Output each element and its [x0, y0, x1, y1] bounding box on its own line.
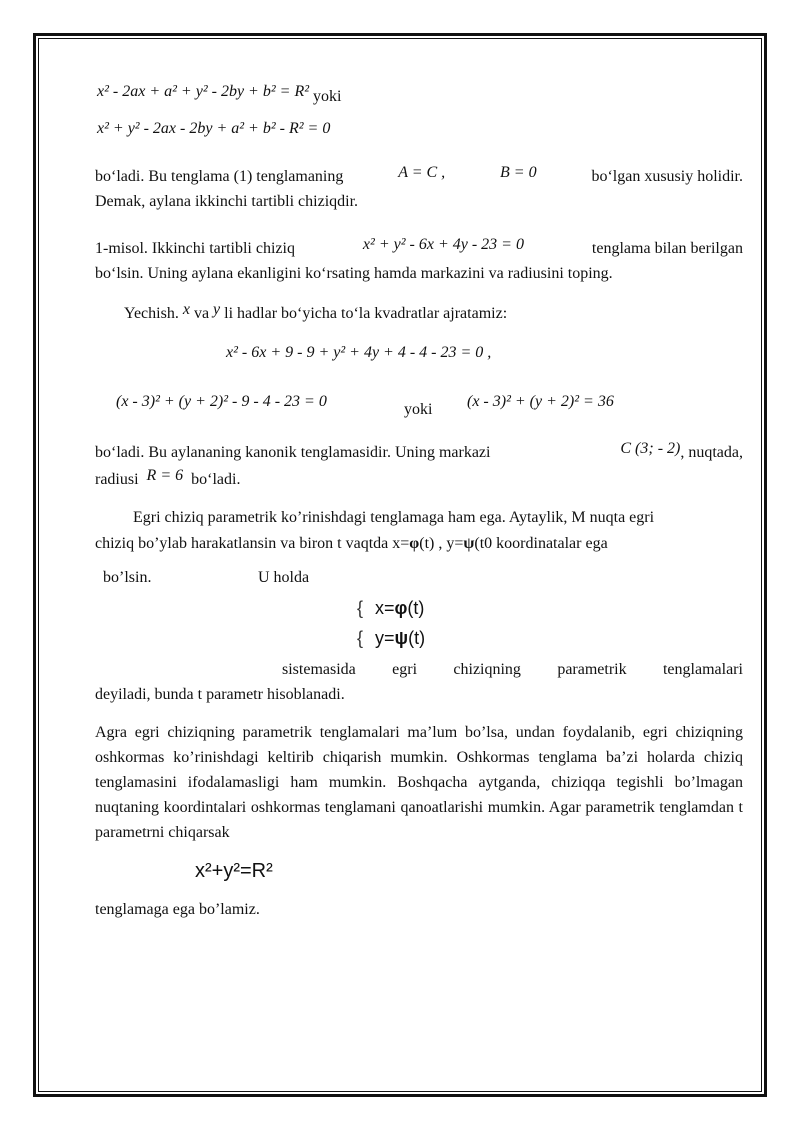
equation-4-text: (x - 3)² + (y + 2)² - 9 - 4 - 23 = 0	[116, 393, 327, 410]
text-fragment: (t)	[408, 628, 426, 648]
equation-completing-square	[226, 343, 491, 363]
text-fragment: li hadlar bo‘yicha to‘la kvadratlar ajratamiz:	[224, 305, 508, 322]
equation-3: x² - 6x + 9 - 9 + y² + 4y + 4 - 4 - 23 = 0 ,	[226, 344, 492, 361]
psi-symbol: ψ	[463, 535, 475, 552]
phi-symbol: φ	[409, 535, 420, 552]
text-fragment: (t) , y=	[419, 535, 464, 552]
brace-symbol: {	[357, 598, 364, 618]
example-label: 1-misol. Ikkinchi tartibli chiziq	[95, 240, 295, 257]
parametric-system-line-2	[357, 626, 425, 650]
equation-2: x² + y² - 2ax - 2by + a² + b² - R² = 0	[97, 120, 331, 137]
paragraph-4-word: parametrik	[557, 661, 627, 678]
example-line-2: bo‘lsin. Uning aylana ekanligini ko‘rsating hamda markazini va radiusini toping.	[95, 265, 613, 282]
text-fragment: bo‘ladi. Bu tenglama (1) tenglamaning	[95, 168, 344, 185]
paragraph-4-word: egri	[392, 661, 418, 678]
paragraph-4-word: chiziqning	[453, 661, 521, 678]
text-fragment: radiusi	[95, 471, 139, 488]
equation-1-suffix: yoki	[313, 88, 342, 105]
paragraph-3-line-3-a: bo’lsin.	[103, 569, 152, 586]
text-fragment: (t)	[407, 598, 425, 618]
equation-circle-general	[97, 119, 330, 139]
paragraph-4-line-2: deyiladi, bunda t parametr hisoblanadi.	[95, 686, 345, 703]
equation-4	[116, 392, 327, 412]
text-fragment: , nuqtada,	[680, 444, 743, 461]
text-fragment: chiziq bo’ylab harakatlansin va biron t vaqtda x=	[95, 535, 410, 552]
paragraph-1-line-1	[95, 164, 743, 187]
equation-circle-implicit: x²+y²=R²	[195, 860, 273, 882]
paragraph-2-line-2	[95, 467, 241, 490]
paragraph-5: Agra egri chiziqning parametrik tenglamalari ma’lum bo’lsa, undan foydalanib, egri chiziqning oshkormas ko’rinishdagi keltirib chiqarish mumkin. Oshkormas tenglama ba’zi holarda chiziq tenglamasini ifodalamasligi ham mumkin. Boshqacha aytganda, chiziqqa tegishli bo’lmagan nuqtaning koordintalari oshkormas tenglamani qanoatlarishi mumkin. Agar parametrik tenglamdan t parametrni chiqarsak	[95, 724, 743, 841]
equation-circle-expanded	[97, 82, 342, 105]
text-fragment: va	[193, 305, 210, 322]
text-fragment: x=	[375, 598, 395, 618]
paragraph-6: tenglamaga ega bo’lamiz.	[95, 901, 260, 918]
paragraph-3-line-3-b: U holda	[258, 569, 310, 586]
equation-4-connector: yoki	[404, 401, 433, 418]
text-fragment: y=	[375, 628, 395, 648]
variable-y: y	[213, 301, 221, 318]
solution-label: Yechish.	[124, 305, 179, 322]
solution-line	[124, 301, 508, 324]
paragraph-3-line-2	[95, 534, 608, 554]
text-fragment: bo‘ladi. Bu aylananing kanonik tenglamasidir. Uning markazi	[95, 444, 491, 461]
example-equation: x² + y² - 6x + 4y - 23 = 0	[362, 236, 524, 253]
text-fragment: Egri chiziq parametrik ko’rinishdagi tenglamaga ham ega. Aytaylik, M nuqta egri	[133, 509, 655, 526]
brace-symbol: {	[357, 628, 364, 648]
equation-5-text: (x - 3)² + (y + 2)² = 36	[467, 393, 614, 410]
center-point: C (3; - 2)	[620, 440, 681, 457]
paragraph-2-line-1	[95, 440, 743, 463]
psi-symbol: ψ	[394, 628, 409, 648]
radius-value: R = 6	[146, 467, 184, 484]
text-fragment: (t0 koordinatalar ega	[474, 535, 608, 552]
paragraph-3-line-1	[95, 508, 743, 528]
parametric-system-line-1	[357, 596, 424, 620]
text-fragment: tenglama bilan berilgan	[591, 240, 743, 257]
paragraph-1-line-2: Demak, aylana ikkinchi tartibli chiziqdir.	[95, 193, 359, 210]
condition-a-equals-c: A = C ,	[398, 164, 446, 181]
text-fragment: bo‘lgan xususiy holidir.	[591, 168, 743, 185]
condition-b-zero: B = 0	[500, 164, 537, 181]
variable-x: x	[182, 301, 190, 318]
equation-5	[467, 392, 614, 412]
text-fragment: bo‘ladi.	[191, 471, 241, 488]
equation-1: x² - 2ax + a² + y² - 2by + b² = R²	[97, 83, 310, 100]
paragraph-4-line-1	[282, 660, 743, 680]
paragraph-4-word: sistemasida	[282, 661, 356, 678]
example-line-1	[95, 236, 743, 259]
paragraph-4-word: tenglamalari	[662, 661, 743, 678]
phi-symbol: φ	[394, 598, 408, 618]
